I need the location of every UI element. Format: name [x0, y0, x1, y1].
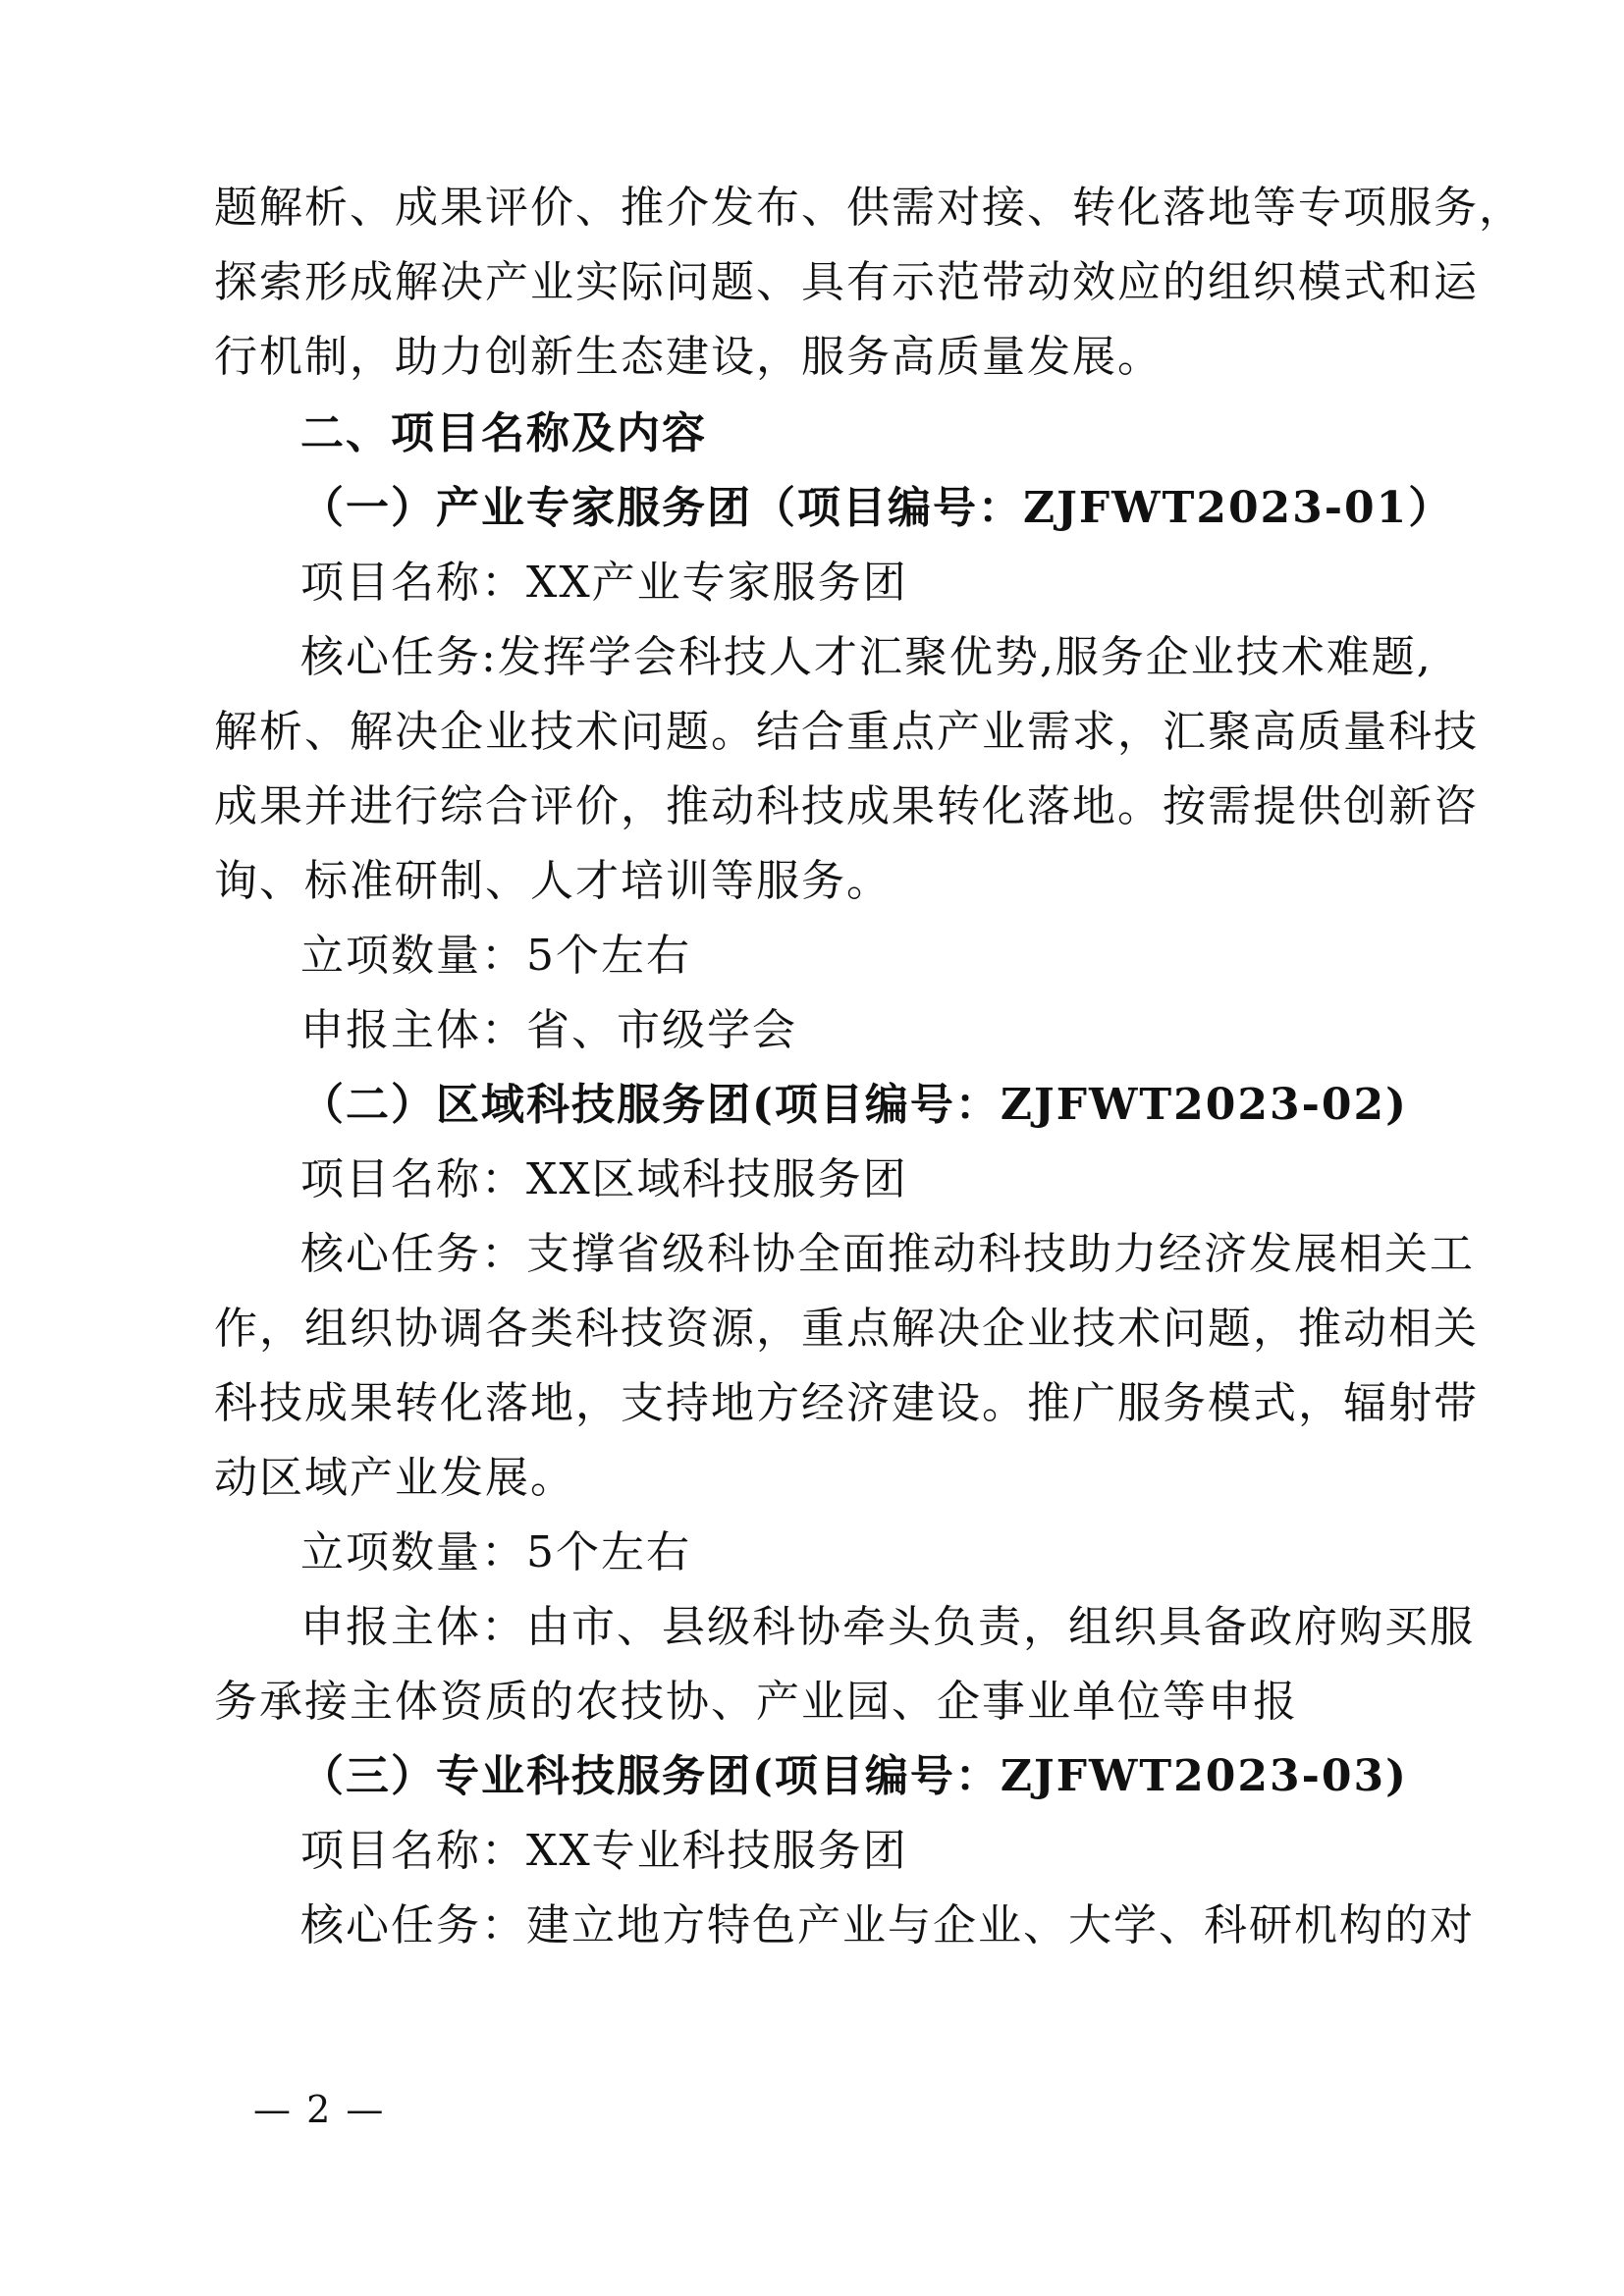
line-text: 行机制，助力创新生态建设，服务高质量发展。	[214, 332, 1163, 382]
project-task-line	[0, 852, 1624, 911]
project-1-task-line: 核心任务:发挥学会科技人才汇聚优势,服务企业技术难题,	[300, 632, 1433, 682]
project-task-line	[0, 1896, 1624, 1955]
project-task-line	[0, 703, 1624, 762]
project-task-line	[0, 628, 1624, 687]
project-task-line	[0, 1449, 1624, 1508]
project-1-quantity: 立项数量：5个左右	[300, 931, 691, 981]
line-text: 题解析、成果评价、推介发布、供需对接、转化落地等专项服务，	[214, 183, 1524, 233]
project-field	[0, 927, 1624, 986]
project-1-applicant: 申报主体：省、市级学会	[300, 1005, 797, 1055]
project-1-task-line: 成果并进行综合评价，推动科技成果转化落地。按需提供创新咨	[214, 781, 1479, 831]
project-2-applicant-line: 务承接主体资质的农技协、产业园、企事业单位等申报	[214, 1677, 1298, 1727]
paragraph-line	[0, 328, 1624, 387]
project-2-task-line: 核心任务：支撑省级科协全面推动科技助力经济发展相关工	[300, 1229, 1475, 1279]
project-2-heading: （二）区域科技服务团(项目编号：ZJFWT2023-02)	[300, 1080, 1408, 1130]
project-heading	[0, 1747, 1624, 1806]
project-2-task-line: 动区域产业发展。	[214, 1453, 575, 1503]
section-heading	[0, 404, 1624, 463]
project-3-name: 项目名称：XX专业科技服务团	[300, 1826, 908, 1876]
project-2-applicant-line: 申报主体：由市、县级科协牵头负责，组织具备政府购买服	[300, 1602, 1475, 1652]
project-field	[0, 1598, 1624, 1657]
project-task-line	[0, 1225, 1624, 1284]
project-2-quantity: 立项数量：5个左右	[300, 1527, 691, 1577]
project-field	[0, 554, 1624, 613]
project-heading	[0, 479, 1624, 538]
project-1-name: 项目名称：XX产业专家服务团	[300, 558, 908, 608]
page-number: — 2 —	[253, 2088, 386, 2131]
project-1-task-line: 询、标准研制、人才培训等服务。	[214, 856, 892, 906]
project-field	[0, 1523, 1624, 1582]
project-3-heading: （三）专业科技服务团(项目编号：ZJFWT2023-03)	[300, 1751, 1408, 1801]
paragraph-line	[0, 179, 1624, 238]
project-1-task-line: 解析、解决企业技术问题。结合重点产业需求，汇聚高质量科技	[214, 707, 1479, 757]
project-2-name: 项目名称：XX区域科技服务团	[300, 1154, 908, 1204]
project-task-line	[0, 1300, 1624, 1359]
project-1-heading: （一）产业专家服务团（项目编号：ZJFWT2023-01）	[300, 483, 1454, 533]
section-title: 二、项目名称及内容	[300, 408, 707, 458]
project-field	[0, 1001, 1624, 1060]
line-text: 探索形成解决产业实际问题、具有示范带动效应的组织模式和运	[214, 257, 1479, 307]
project-field	[0, 1673, 1624, 1732]
project-3-task-line: 核心任务：建立地方特色产业与企业、大学、科研机构的对	[300, 1900, 1475, 1950]
project-task-line	[0, 777, 1624, 836]
project-field	[0, 1150, 1624, 1209]
project-2-task-line: 科技成果转化落地，支持地方经济建设。推广服务模式，辐射带	[214, 1378, 1479, 1428]
project-field	[0, 1822, 1624, 1881]
project-task-line	[0, 1374, 1624, 1433]
project-2-task-line: 作，组织协调各类科技资源，重点解决企业技术问题，推动相关	[214, 1304, 1479, 1354]
project-heading	[0, 1076, 1624, 1135]
paragraph-line	[0, 253, 1624, 312]
